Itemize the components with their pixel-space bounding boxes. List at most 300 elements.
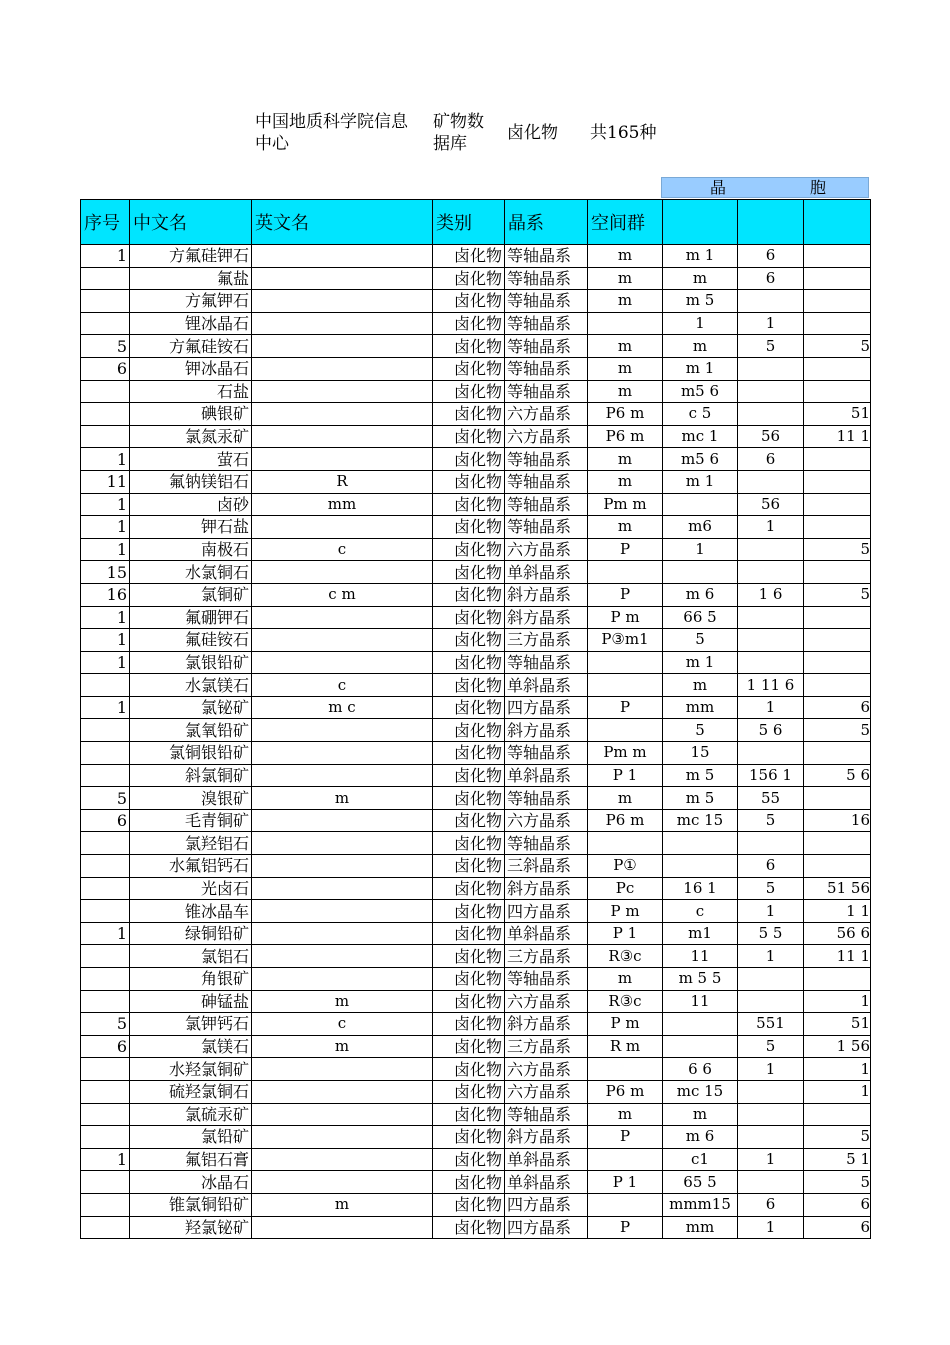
cell-value-a: m <box>663 267 738 290</box>
row-number: 1 <box>81 1148 130 1171</box>
cell-value-a: m <box>663 1103 738 1126</box>
crystal-system: 单斜晶系 <box>505 1148 588 1171</box>
cell-value-c <box>804 470 871 493</box>
table-row <box>81 1216 871 1239</box>
cell-value-a: mm <box>663 696 738 719</box>
row-number: 11 <box>81 470 130 493</box>
space-group <box>588 1148 663 1171</box>
row-number <box>81 267 130 290</box>
crystal-system: 六方晶系 <box>505 990 588 1013</box>
table-row <box>81 470 871 493</box>
crystal-system: 四方晶系 <box>505 1193 588 1216</box>
english-name: c <box>252 538 433 561</box>
english-name <box>252 922 433 945</box>
space-group <box>588 312 663 335</box>
row-number: 1 <box>81 448 130 471</box>
crystal-system: 六方晶系 <box>505 403 588 426</box>
english-name <box>252 380 433 403</box>
chinese-name: 氟铝石膏 <box>130 1148 252 1171</box>
row-number <box>81 764 130 787</box>
space-group: P <box>588 1216 663 1239</box>
category: 卤化物 <box>433 1035 505 1058</box>
space-group: m <box>588 357 663 380</box>
table-row <box>81 335 871 358</box>
space-group: P6 m <box>588 809 663 832</box>
cell-value-c: 11 1 <box>804 945 871 968</box>
cell-value-c: 1 <box>804 1058 871 1081</box>
table-row <box>81 290 871 313</box>
col-header-number: 序号 <box>81 200 130 245</box>
chinese-name: 氟硼钾石 <box>130 606 252 629</box>
cell-value-c: 6 <box>804 1216 871 1239</box>
cell-value-a: 66 5 <box>663 606 738 629</box>
table-row <box>81 1013 871 1036</box>
crystal-system: 单斜晶系 <box>505 561 588 584</box>
category: 卤化物 <box>433 470 505 493</box>
english-name <box>252 245 433 268</box>
space-group: m <box>588 516 663 539</box>
space-group: P <box>588 696 663 719</box>
category: 卤化物 <box>433 1080 505 1103</box>
row-number <box>81 1193 130 1216</box>
space-group: P <box>588 538 663 561</box>
cell-value-a: c1 <box>663 1148 738 1171</box>
cell-value-c <box>804 606 871 629</box>
space-group <box>588 561 663 584</box>
category: 卤化物 <box>433 1103 505 1126</box>
space-group: P6 m <box>588 425 663 448</box>
cell-value-c: 1 1 <box>804 900 871 923</box>
chinese-name: 南极石 <box>130 538 252 561</box>
chinese-name: 冰晶石 <box>130 1171 252 1194</box>
english-name <box>252 448 433 471</box>
english-name: c m <box>252 583 433 606</box>
category: 卤化物 <box>433 674 505 697</box>
english-name <box>252 1103 433 1126</box>
english-name <box>252 267 433 290</box>
cell-value-b <box>738 538 804 561</box>
space-group: P6 m <box>588 403 663 426</box>
table-row <box>81 1193 871 1216</box>
cell-value-a: m 5 5 <box>663 968 738 991</box>
row-number <box>81 742 130 765</box>
english-name <box>252 719 433 742</box>
cell-value-a: 1 <box>663 312 738 335</box>
cell-value-a: m 5 <box>663 787 738 810</box>
english-name <box>252 651 433 674</box>
table-row <box>81 945 871 968</box>
cell-value-a: m1 <box>663 922 738 945</box>
chinese-name: 卤砂 <box>130 493 252 516</box>
cell-value-b <box>738 290 804 313</box>
category: 卤化物 <box>433 787 505 810</box>
cell-value-b <box>738 629 804 652</box>
category: 卤化物 <box>433 1171 505 1194</box>
category: 卤化物 <box>433 832 505 855</box>
cell-value-a: m6 <box>663 516 738 539</box>
crystal-system: 六方晶系 <box>505 425 588 448</box>
cell-value-b <box>738 968 804 991</box>
crystal-system: 等轴晶系 <box>505 267 588 290</box>
cell-value-c: 16 <box>804 809 871 832</box>
chinese-name: 砷锰盐 <box>130 990 252 1013</box>
cell-value-a: m 5 <box>663 764 738 787</box>
crystal-system: 等轴晶系 <box>505 1103 588 1126</box>
cell-value-c <box>804 742 871 765</box>
cell-value-c <box>804 832 871 855</box>
cell-value-c: 5 <box>804 583 871 606</box>
space-group <box>588 1193 663 1216</box>
header-database: 矿物数 据库 <box>433 112 484 154</box>
cell-value-c <box>804 357 871 380</box>
row-number <box>81 403 130 426</box>
cell-value-b <box>738 561 804 584</box>
chinese-name: 方氟硅钾石 <box>130 245 252 268</box>
crystal-system: 六方晶系 <box>505 809 588 832</box>
cell-value-a: m 6 <box>663 1126 738 1149</box>
space-group: m <box>588 470 663 493</box>
cell-value-b <box>738 403 804 426</box>
crystal-system: 等轴晶系 <box>505 787 588 810</box>
english-name <box>252 900 433 923</box>
table-row <box>81 809 871 832</box>
category: 卤化物 <box>433 561 505 584</box>
crystal-system: 四方晶系 <box>505 696 588 719</box>
cell-value-c <box>804 267 871 290</box>
table-row <box>81 561 871 584</box>
cell-value-c: 5 6 <box>804 764 871 787</box>
cell-value-a <box>663 493 738 516</box>
crystal-system: 斜方晶系 <box>505 1013 588 1036</box>
category: 卤化物 <box>433 448 505 471</box>
cell-value-b: 1 <box>738 1216 804 1239</box>
category: 卤化物 <box>433 922 505 945</box>
chinese-name: 氯铜银铅矿 <box>130 742 252 765</box>
english-name: m <box>252 1193 433 1216</box>
cell-value-a: 1 <box>663 538 738 561</box>
cell-value-b: 1 <box>738 696 804 719</box>
category: 卤化物 <box>433 900 505 923</box>
crystal-system: 单斜晶系 <box>505 674 588 697</box>
category: 卤化物 <box>433 990 505 1013</box>
table-row <box>81 448 871 471</box>
cell-value-b: 5 <box>738 877 804 900</box>
table-row <box>81 990 871 1013</box>
col-header-crystal-system: 晶系 <box>505 200 588 245</box>
chinese-name: 钾冰晶石 <box>130 357 252 380</box>
chinese-name: 萤石 <box>130 448 252 471</box>
cell-value-b: 1 11 6 <box>738 674 804 697</box>
cell-value-b: 55 <box>738 787 804 810</box>
table-row <box>81 900 871 923</box>
row-number: 1 <box>81 516 130 539</box>
table-row <box>81 245 871 268</box>
chinese-name: 氟盐 <box>130 267 252 290</box>
space-group: P <box>588 1126 663 1149</box>
row-number <box>81 968 130 991</box>
cell-value-a: mc 1 <box>663 425 738 448</box>
cell-value-c <box>804 968 871 991</box>
cell-value-a <box>663 855 738 878</box>
english-name <box>252 335 433 358</box>
space-group: P 1 <box>588 922 663 945</box>
english-name <box>252 1080 433 1103</box>
english-name: m <box>252 1035 433 1058</box>
cell-value-b: 1 <box>738 900 804 923</box>
chinese-name: 光卤石 <box>130 877 252 900</box>
mineral-table <box>80 199 871 1239</box>
cell-value-a: 6 6 <box>663 1058 738 1081</box>
space-group: P <box>588 583 663 606</box>
category: 卤化物 <box>433 719 505 742</box>
chinese-name: 氟硅铵石 <box>130 629 252 652</box>
crystal-system: 三方晶系 <box>505 1035 588 1058</box>
space-group: R③c <box>588 945 663 968</box>
english-name <box>252 832 433 855</box>
cell-value-b: 6 <box>738 448 804 471</box>
cell-value-a: 15 <box>663 742 738 765</box>
cell-value-b <box>738 470 804 493</box>
row-number: 6 <box>81 809 130 832</box>
space-group: m <box>588 380 663 403</box>
space-group <box>588 674 663 697</box>
table-row <box>81 1058 871 1081</box>
category: 卤化物 <box>433 583 505 606</box>
cell-value-b: 1 <box>738 516 804 539</box>
row-number: 1 <box>81 922 130 945</box>
cell-value-c: 5 <box>804 538 871 561</box>
category: 卤化物 <box>433 651 505 674</box>
space-group: P 1 <box>588 1171 663 1194</box>
cell-value-c <box>804 561 871 584</box>
category: 卤化物 <box>433 606 505 629</box>
space-group: Pm m <box>588 493 663 516</box>
cell-value-a: m 5 <box>663 290 738 313</box>
table-header-row <box>81 200 871 245</box>
chinese-name: 钾石盐 <box>130 516 252 539</box>
cell-value-b: 5 <box>738 809 804 832</box>
chinese-name: 硫羟氯铜石 <box>130 1080 252 1103</box>
cell-value-a: 5 <box>663 719 738 742</box>
category: 卤化物 <box>433 312 505 335</box>
row-number <box>81 832 130 855</box>
cell-value-b: 6 <box>738 1193 804 1216</box>
space-group <box>588 832 663 855</box>
table-row <box>81 719 871 742</box>
space-group: P m <box>588 606 663 629</box>
crystal-system: 单斜晶系 <box>505 764 588 787</box>
chinese-name: 毛青铜矿 <box>130 809 252 832</box>
table-row <box>81 1103 871 1126</box>
category: 卤化物 <box>433 357 505 380</box>
table-row <box>81 922 871 945</box>
header-org: 中国地质科学院信息 中心 <box>255 112 408 154</box>
crystal-system: 六方晶系 <box>505 538 588 561</box>
chinese-name: 羟氯铋矿 <box>130 1216 252 1239</box>
row-number <box>81 674 130 697</box>
crystal-system: 六方晶系 <box>505 1058 588 1081</box>
cell-value-c: 1 56 <box>804 1035 871 1058</box>
category: 卤化物 <box>433 1148 505 1171</box>
chinese-name: 氯羟铝石 <box>130 832 252 855</box>
row-number: 1 <box>81 606 130 629</box>
chinese-name: 氯硫汞矿 <box>130 1103 252 1126</box>
english-name <box>252 1171 433 1194</box>
category: 卤化物 <box>433 742 505 765</box>
category: 卤化物 <box>433 696 505 719</box>
category: 卤化物 <box>433 1013 505 1036</box>
cell-value-b: 6 <box>738 855 804 878</box>
row-number: 1 <box>81 493 130 516</box>
cell-value-c <box>804 245 871 268</box>
chinese-name: 氯镁石 <box>130 1035 252 1058</box>
cell-value-b: 156 1 <box>738 764 804 787</box>
table-body <box>81 245 871 1239</box>
chinese-name: 氯铋矿 <box>130 696 252 719</box>
row-number <box>81 1216 130 1239</box>
col-header-english-name: 英文名 <box>252 200 433 245</box>
english-name <box>252 968 433 991</box>
row-number <box>81 1171 130 1194</box>
english-name <box>252 312 433 335</box>
cell-value-a <box>663 561 738 584</box>
chinese-name: 氯氧铅矿 <box>130 719 252 742</box>
space-group: R m <box>588 1035 663 1058</box>
cell-value-a: mm <box>663 1216 738 1239</box>
table-row <box>81 538 871 561</box>
chinese-name: 锂冰晶石 <box>130 312 252 335</box>
category: 卤化物 <box>433 855 505 878</box>
crystal-system: 三方晶系 <box>505 945 588 968</box>
english-name: m c <box>252 696 433 719</box>
table-row <box>81 855 871 878</box>
cell-value-b <box>738 651 804 674</box>
cell-value-a: mmm15 <box>663 1193 738 1216</box>
english-name <box>252 357 433 380</box>
crystal-system: 等轴晶系 <box>505 470 588 493</box>
table-row <box>81 1080 871 1103</box>
cell-value-a: c 5 <box>663 403 738 426</box>
cell-value-b: 56 <box>738 493 804 516</box>
cell-value-c: 11 1 <box>804 425 871 448</box>
space-group: Pc <box>588 877 663 900</box>
row-number <box>81 900 130 923</box>
english-name <box>252 561 433 584</box>
row-number <box>81 1058 130 1081</box>
english-name: c <box>252 1013 433 1036</box>
col-header-chinese-name: 中文名 <box>130 200 252 245</box>
crystal-system: 等轴晶系 <box>505 335 588 358</box>
cell-value-c: 6 <box>804 696 871 719</box>
cell-value-b: 5 <box>738 335 804 358</box>
cell-value-b: 5 <box>738 1035 804 1058</box>
english-name <box>252 945 433 968</box>
table-row <box>81 764 871 787</box>
cell-value-a: mc 15 <box>663 1080 738 1103</box>
cell-value-b <box>738 990 804 1013</box>
table-row <box>81 787 871 810</box>
category: 卤化物 <box>433 290 505 313</box>
table-row <box>81 629 871 652</box>
table-row <box>81 1171 871 1194</box>
table-row <box>81 877 871 900</box>
cell-value-b: 5 5 <box>738 922 804 945</box>
category: 卤化物 <box>433 538 505 561</box>
cell-value-b <box>738 606 804 629</box>
table-row <box>81 380 871 403</box>
crystal-system: 斜方晶系 <box>505 877 588 900</box>
crystal-system: 等轴晶系 <box>505 832 588 855</box>
category: 卤化物 <box>433 764 505 787</box>
table-row <box>81 651 871 674</box>
category: 卤化物 <box>433 809 505 832</box>
english-name <box>252 629 433 652</box>
english-name: c <box>252 674 433 697</box>
cell-value-c: 5 <box>804 719 871 742</box>
chinese-name: 水氯铜石 <box>130 561 252 584</box>
crystal-system: 等轴晶系 <box>505 651 588 674</box>
category: 卤化物 <box>433 403 505 426</box>
cell-value-a: 11 <box>663 945 738 968</box>
table-row <box>81 267 871 290</box>
category: 卤化物 <box>433 335 505 358</box>
crystal-system: 单斜晶系 <box>505 1171 588 1194</box>
cell-value-a: m5 6 <box>663 448 738 471</box>
cell-value-b <box>738 832 804 855</box>
space-group: P6 m <box>588 1080 663 1103</box>
cell-value-c <box>804 380 871 403</box>
cell-value-b: 6 <box>738 245 804 268</box>
cell-value-c <box>804 516 871 539</box>
chinese-name: 氯钾钙石 <box>130 1013 252 1036</box>
crystal-system: 等轴晶系 <box>505 448 588 471</box>
cell-value-a: 5 <box>663 629 738 652</box>
table-row <box>81 1148 871 1171</box>
table-row <box>81 583 871 606</box>
chinese-name: 溴银矿 <box>130 787 252 810</box>
table-row <box>81 1126 871 1149</box>
col-header-cell-a <box>663 200 738 245</box>
space-group: m <box>588 787 663 810</box>
category: 卤化物 <box>433 1193 505 1216</box>
category: 卤化物 <box>433 968 505 991</box>
cell-value-a: c <box>663 900 738 923</box>
unit-cell-group-header <box>661 177 869 198</box>
space-group: P③m1 <box>588 629 663 652</box>
crystal-system: 等轴晶系 <box>505 968 588 991</box>
cell-value-c: 6 <box>804 1193 871 1216</box>
crystal-system: 等轴晶系 <box>505 245 588 268</box>
cell-value-c: 5 1 <box>804 1148 871 1171</box>
category: 卤化物 <box>433 1216 505 1239</box>
english-name <box>252 516 433 539</box>
cell-value-a: m <box>663 674 738 697</box>
space-group: m <box>588 448 663 471</box>
row-number <box>81 290 130 313</box>
cell-value-b <box>738 1171 804 1194</box>
row-number <box>81 855 130 878</box>
space-group: Pm m <box>588 742 663 765</box>
english-name <box>252 403 433 426</box>
cell-value-b <box>738 1103 804 1126</box>
table-row <box>81 696 871 719</box>
cell-value-a: 16 1 <box>663 877 738 900</box>
cell-value-b: 6 <box>738 267 804 290</box>
chinese-name: 水羟氯铜矿 <box>130 1058 252 1081</box>
row-number: 5 <box>81 335 130 358</box>
space-group: m <box>588 335 663 358</box>
category: 卤化物 <box>433 1126 505 1149</box>
